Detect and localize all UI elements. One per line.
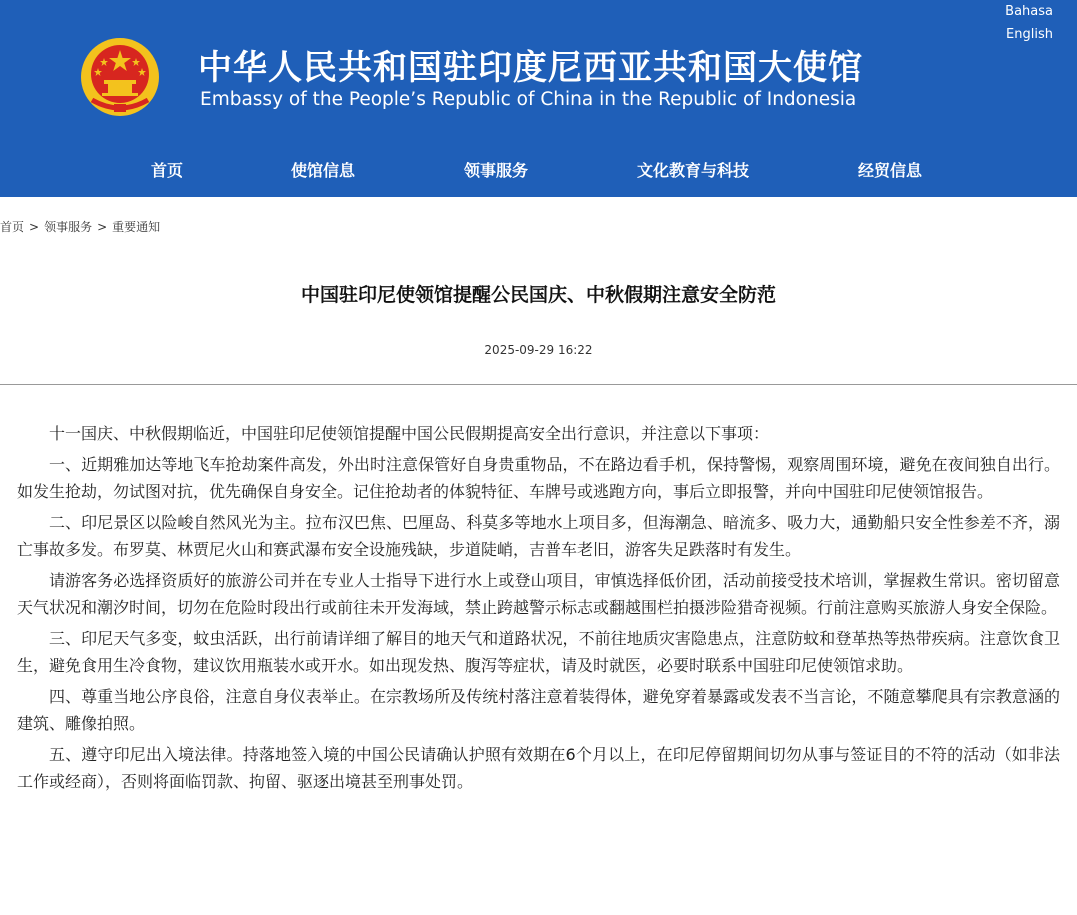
article-paragraph: 二、印尼景区以险峻自然风光为主。拉布汉巴焦、巴厘岛、科莫多等地水上项目多，但海潮急、暗流多、吸力大，通勤船只安全性参差不齐，溺亡事故多发。布罗莫、林贾尼火山和赛武瀑布安全设施残缺，步道陡峭，吉普车老旧，游客失足跌落时有发生。: [17, 513, 1060, 559]
nav-item-consular-services[interactable]: 领事服务: [464, 161, 529, 180]
article-paragraph: 请游客务必选择资质好的旅游公司并在专业人士指导下进行水上或登山项目，审慎选择低价团，活动前接受技术培训，掌握救生常识。密切留意天气状况和潮汐时间，切勿在危险时段出行或前往未开发海域，禁止跨越警示标志或翻越围栏拍摄涉险猎奇视频。行前注意购买旅游人身安全保险。: [17, 571, 1060, 617]
site-header: [0, 0, 1077, 197]
divider: [0, 384, 1077, 385]
nav-item-economy-trade[interactable]: 经贸信息: [858, 161, 923, 180]
site-title-en: Embassy of the People’s Republic of China in the Republic of Indonesia: [200, 89, 857, 110]
national-emblem-icon: [80, 36, 160, 118]
breadcrumb-notices[interactable]: 重要通知: [112, 220, 161, 234]
language-link-english[interactable]: English: [1006, 27, 1053, 42]
article-paragraph: 一、近期雅加达等地飞车抢劫案件高发，外出时注意保管好自身贵重物品，不在路边看手机，保持警惕，观察周围环境，避免在夜间独自出行。如发生抢劫，勿试图对抗，优先确保自身安全。记住抢劫者的体貌特征、车牌号或逃跑方向，事后立即报警，并向中国驻印尼使领馆报告。: [17, 455, 1060, 501]
breadcrumb-home[interactable]: 首页: [0, 220, 25, 234]
breadcrumb: [0, 218, 160, 235]
article-body: [17, 420, 1060, 799]
nav-item-embassy-info[interactable]: 使馆信息: [291, 161, 356, 180]
nav-item-home[interactable]: 首页: [151, 161, 184, 180]
article-paragraph: 五、遵守印尼出入境法律。持落地签入境的中国公民请确认护照有效期在6个月以上，在印尼停留期间切勿从事与签证目的不符的活动（如非法工作或经商），否则将面临罚款、拘留、驱逐出境甚至刑事处罚。: [17, 745, 1060, 791]
article-title: 中国驻印尼使领馆提醒公民国庆、中秋假期注意安全防范: [300, 284, 776, 306]
site-title-cn: 中华人民共和国驻印度尼西亚共和国大使馆: [198, 48, 863, 88]
article-paragraph: 三、印尼天气多变，蚊虫活跃，出行前请详细了解目的地天气和道路状况，不前往地质灾害隐患点，注意防蚊和登革热等热带疾病。注意饮食卫生，避免食用生冷食物，建议饮用瓶装水或开水。如出现发热、腹泻等症状，请及时就医，必要时联系中国驻印尼使领馆求助。: [17, 629, 1060, 675]
article-paragraph: 四、尊重当地公序良俗，注意自身仪表举止。在宗教场所及传统村落注意着装得体，避免穿着暴露或发表不当言论，不随意攀爬具有宗教意涵的建筑、雕像拍照。: [17, 687, 1060, 733]
breadcrumb-separator: >: [29, 220, 40, 234]
article-paragraph: 十一国庆、中秋假期临近，中国驻印尼使领馆提醒中国公民假期提高安全出行意识，并注意以下事项：: [49, 424, 770, 443]
breadcrumb-separator: >: [97, 220, 108, 234]
breadcrumb-consular[interactable]: 领事服务: [44, 220, 93, 234]
article-date: 2025-09-29 16:22: [484, 343, 593, 357]
nav-item-culture-education[interactable]: 文化教育与科技: [637, 161, 750, 180]
main-nav: [0, 150, 1077, 190]
language-link-bahasa[interactable]: Bahasa: [1005, 4, 1053, 19]
